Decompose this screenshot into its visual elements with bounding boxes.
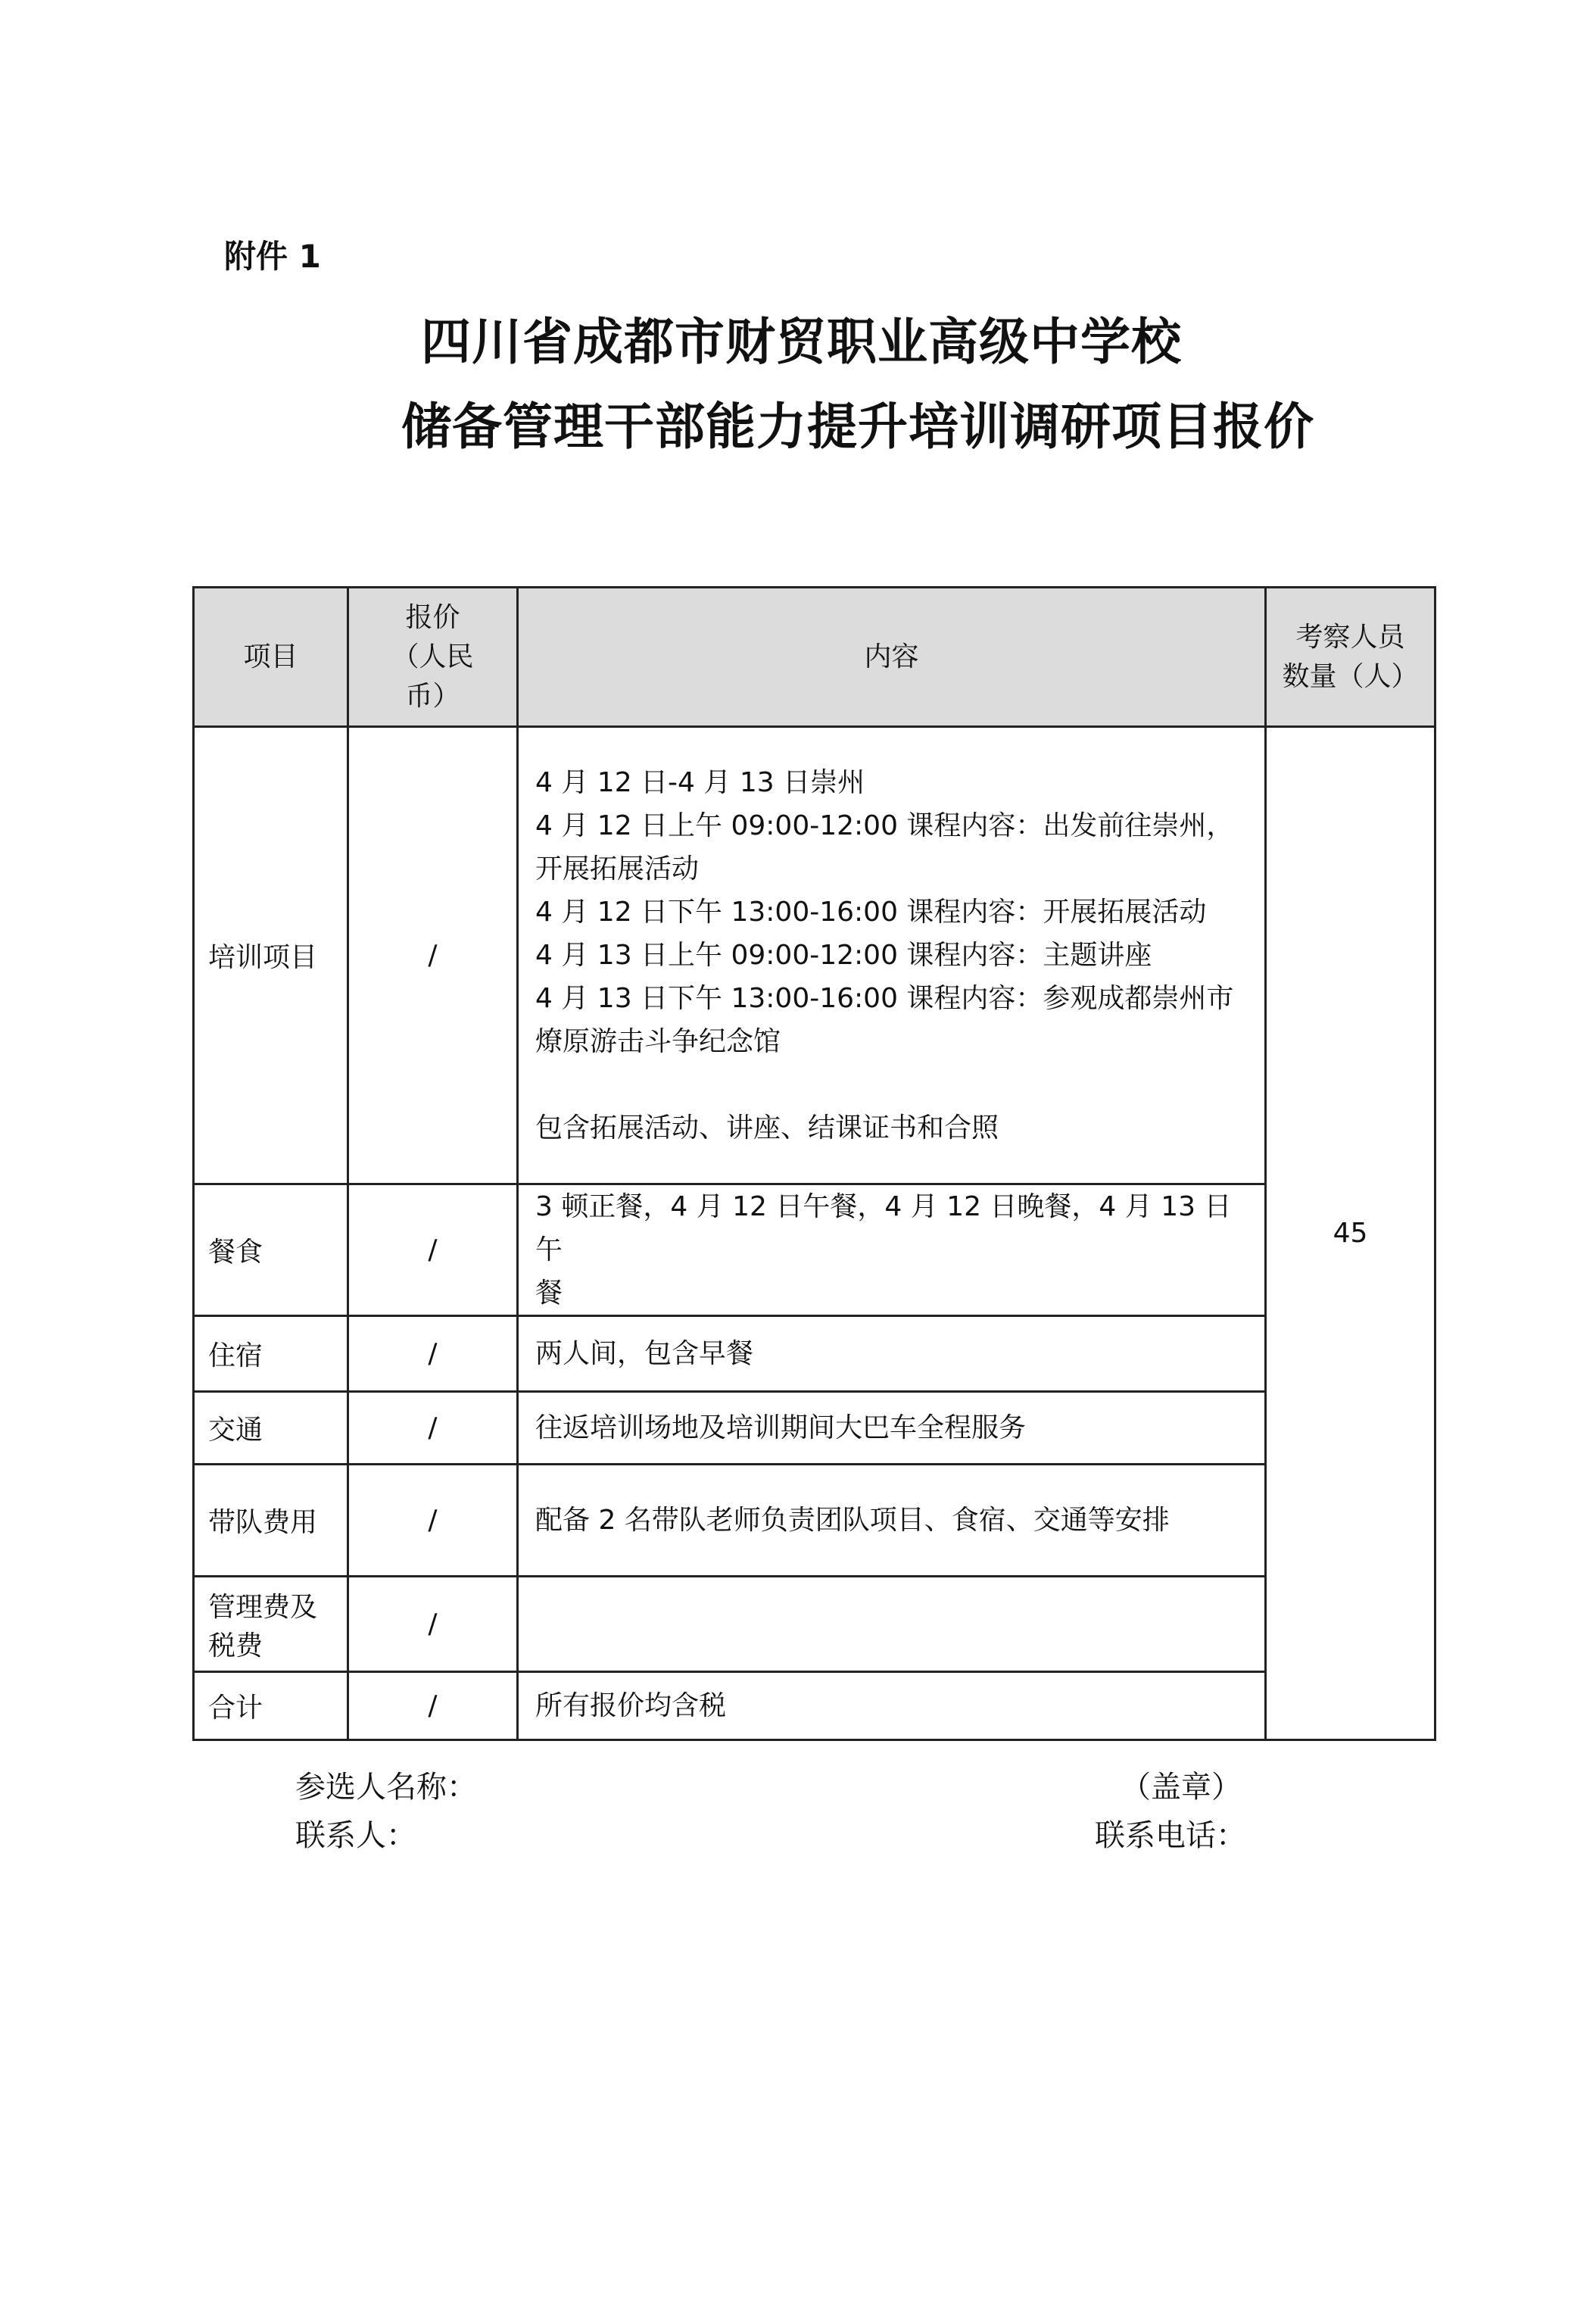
content-line: 开展拓展活动 bbox=[535, 853, 700, 885]
quote-table bbox=[192, 586, 1436, 1741]
content-line: 燎原游击斗争纪念馆 bbox=[535, 1026, 781, 1057]
row-content bbox=[518, 1184, 1266, 1316]
row-item-line: 税费 bbox=[208, 1630, 263, 1661]
content-line: 3 顿正餐，4 月 12 日午餐，4 月 12 日晚餐，4 月 13 日午 bbox=[535, 1191, 1232, 1265]
row-item bbox=[194, 1577, 348, 1672]
row-content bbox=[518, 1577, 1266, 1672]
content-line: 4 月 12 日-4 月 13 日崇州 bbox=[535, 767, 865, 798]
table-row bbox=[194, 1465, 1435, 1577]
row-price: / bbox=[348, 727, 518, 1184]
seal-label: （盖章） bbox=[1121, 1770, 1242, 1805]
header-price-line: 币） bbox=[405, 680, 460, 712]
row-item: 带队费用 bbox=[194, 1465, 348, 1577]
content-spacer bbox=[535, 1063, 1248, 1106]
table-header-row bbox=[194, 588, 1435, 727]
document-title-line1: 四川省成都市财贸职业高级中学校 bbox=[421, 313, 1182, 371]
header-price-line: （人民 bbox=[391, 641, 474, 672]
header-count-line: 数量（人） bbox=[1282, 660, 1419, 692]
visitor-count: 45 bbox=[1266, 727, 1435, 1740]
content-line: 4 月 12 日下午 13:00-16:00 课程内容：开展拓展活动 bbox=[535, 897, 1207, 928]
contact-phone-label: 联系电话： bbox=[1095, 1818, 1246, 1853]
row-item: 住宿 bbox=[194, 1316, 348, 1392]
content-line: 包含拓展活动、讲座、结课证书和合照 bbox=[535, 1112, 999, 1144]
header-item: 项目 bbox=[194, 588, 348, 727]
table-row bbox=[194, 1392, 1435, 1465]
table-row bbox=[194, 1184, 1435, 1316]
row-price: / bbox=[348, 1672, 518, 1740]
content-line: 4 月 12 日上午 09:00-12:00 课程内容：出发前往崇州， bbox=[535, 810, 1234, 841]
row-item: 合计 bbox=[194, 1672, 348, 1740]
bidder-name-label: 参选人名称： bbox=[295, 1770, 477, 1805]
content-line: 4 月 13 日下午 13:00-16:00 课程内容：参观成都崇州市 bbox=[535, 983, 1234, 1014]
header-count bbox=[1266, 588, 1435, 727]
row-price: / bbox=[348, 1184, 518, 1316]
attachment-label: 附件 1 bbox=[224, 238, 321, 275]
row-price: / bbox=[348, 1316, 518, 1392]
header-count-line: 考察人员 bbox=[1295, 621, 1405, 653]
row-content: 两人间，包含早餐 bbox=[518, 1316, 1266, 1392]
row-price: / bbox=[348, 1577, 518, 1672]
document-title-line2: 储备管理干部能力提升培训调研项目报价 bbox=[401, 398, 1314, 456]
row-content: 所有报价均含税 bbox=[518, 1672, 1266, 1740]
header-content: 内容 bbox=[518, 588, 1266, 727]
row-item: 餐食 bbox=[194, 1184, 348, 1316]
header-price bbox=[348, 588, 518, 727]
content-line: 餐 bbox=[535, 1278, 563, 1309]
row-item: 交通 bbox=[194, 1392, 348, 1465]
header-price-line: 报价 bbox=[405, 601, 460, 633]
table-row bbox=[194, 727, 1435, 1184]
row-content bbox=[518, 727, 1266, 1184]
contact-person-label: 联系人： bbox=[295, 1818, 416, 1853]
content-line: 4 月 13 日上午 09:00-12:00 课程内容：主题讲座 bbox=[535, 940, 1152, 971]
row-content: 往返培训场地及培训期间大巴车全程服务 bbox=[518, 1392, 1266, 1465]
row-price: / bbox=[348, 1392, 518, 1465]
table-row bbox=[194, 1577, 1435, 1672]
table-row bbox=[194, 1672, 1435, 1740]
table-row bbox=[194, 1316, 1435, 1392]
row-price: / bbox=[348, 1465, 518, 1577]
row-item-line: 管理费及 bbox=[208, 1591, 318, 1623]
row-content: 配备 2 名带队老师负责团队项目、食宿、交通等安排 bbox=[518, 1465, 1266, 1577]
row-item: 培训项目 bbox=[194, 727, 348, 1184]
